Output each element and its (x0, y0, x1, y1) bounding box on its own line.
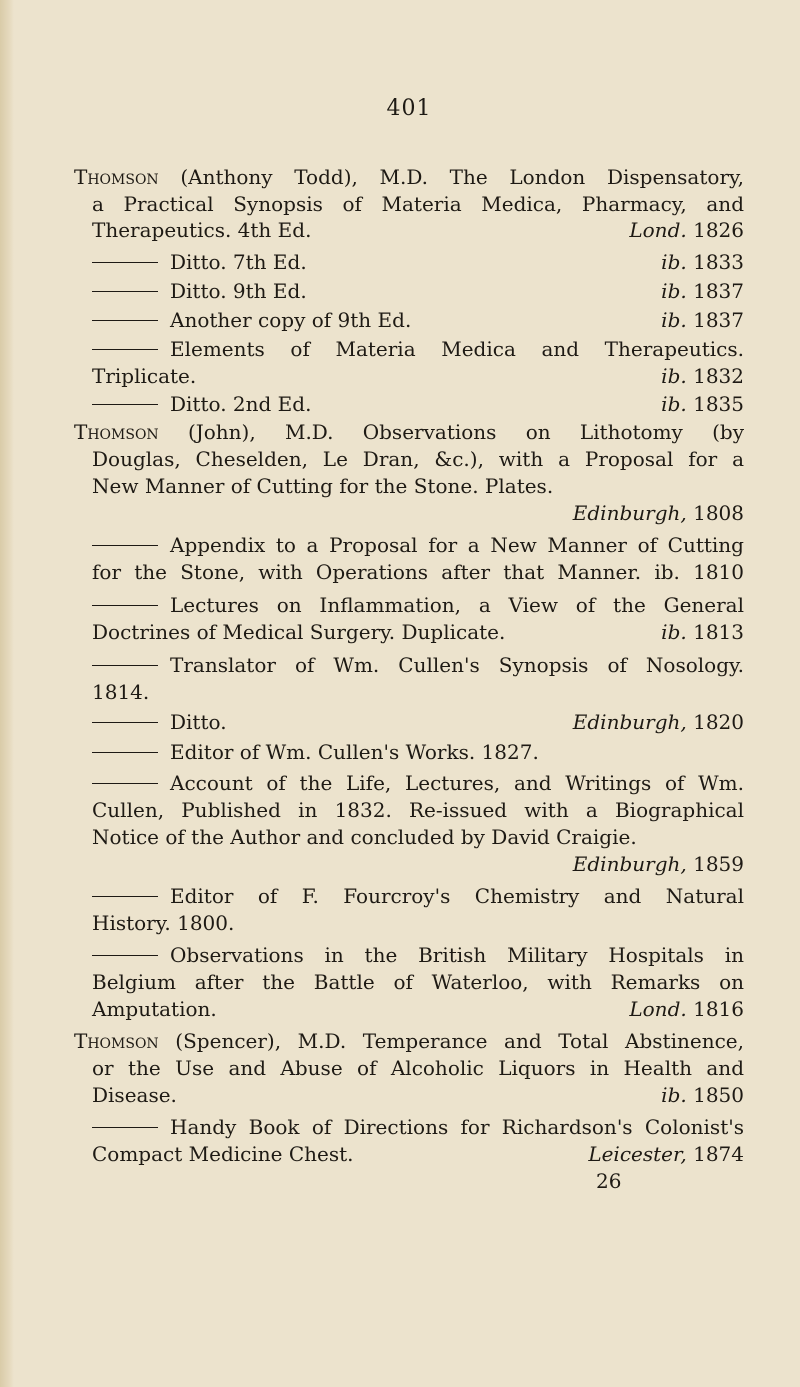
ditto-dash (92, 404, 158, 405)
imprint (629, 995, 744, 1023)
imprint (661, 390, 744, 418)
ditto-dash (92, 722, 158, 723)
entry-line (92, 995, 744, 1023)
imprint-year: 1833 (686, 250, 744, 274)
ditto-dash (92, 605, 158, 606)
entry-line (92, 1054, 744, 1082)
imprint-place: ib. (661, 364, 687, 388)
entry-text: Doctrines of Medical Surgery. Duplicate. (92, 620, 506, 644)
ditto-dash (92, 262, 158, 263)
author-surname: Thomson (74, 165, 159, 189)
entry-line (74, 738, 744, 766)
entry-text: Douglas, Cheselden, Le Dran, &c.), with a Proposal for a (92, 447, 744, 471)
imprint (661, 248, 744, 276)
entry-text: Notice of the Author and concluded by David Craigie. (92, 825, 637, 849)
entry-text: for the Stone, with Operations after that Manner. ib. 1810 (92, 560, 744, 584)
imprint (629, 216, 744, 244)
imprint (661, 1081, 744, 1109)
entry-text: 1814. (92, 680, 150, 704)
entry-text: Ditto. (170, 710, 227, 734)
entry-line (74, 591, 744, 619)
imprint (661, 362, 744, 390)
imprint-year: 1850 (686, 1083, 744, 1107)
entry-text: Another copy of 9th Ed. (170, 308, 412, 332)
imprint-year: 1837 (686, 308, 744, 332)
imprint-year: 1826 (686, 218, 744, 242)
ditto-dash (92, 320, 158, 321)
entry-text: Disease. (92, 1083, 177, 1107)
imprint-place: ib. (661, 620, 687, 644)
entry-text: Appendix to a Proposal for a New Manner of Cutting (170, 533, 744, 557)
imprint (573, 850, 744, 878)
imprint-place: ib. (661, 1083, 687, 1107)
ditto-dash (92, 349, 158, 350)
imprint-year: 1813 (686, 620, 744, 644)
entry-line (92, 190, 744, 218)
page-gutter-shadow (0, 0, 14, 1387)
imprint-year: 1835 (686, 392, 744, 416)
imprint-year: 1808 (686, 501, 744, 525)
entry-line (74, 1113, 744, 1141)
entry-line (74, 708, 744, 736)
imprint (573, 499, 744, 527)
entry-text: Triplicate. (92, 364, 197, 388)
ditto-dash (92, 545, 158, 546)
entry-text: Editor of Wm. Cullen's Works. 1827. (170, 740, 539, 764)
entry-line (74, 531, 744, 559)
imprint (661, 306, 744, 334)
entry-text: Ditto. 2nd Ed. (170, 392, 312, 416)
ditto-dash (92, 955, 158, 956)
imprint-place: Edinburgh, (572, 710, 687, 734)
page-number: 401 (386, 96, 432, 121)
entry-text: Amputation. (92, 997, 217, 1021)
entry-text: Belgium after the Battle of Waterloo, with Remarks on (92, 970, 744, 994)
entry-line (92, 445, 744, 473)
entry-text: Account of the Life, Lectures, and Writings of Wm. (170, 771, 744, 795)
imprint-year: 1832 (686, 364, 744, 388)
ditto-dash (92, 665, 158, 666)
imprint-place: ib. (661, 392, 687, 416)
entry-text: History. 1800. (92, 911, 235, 935)
imprint-place: ib. (661, 279, 687, 303)
author-surname: Thomson (74, 420, 159, 444)
entry-line (92, 216, 744, 244)
entry-line (92, 1081, 744, 1109)
entry-text: Editor of F. Fourcroy's Chemistry and Natural (170, 884, 744, 908)
entry-text: New Manner of Cutting for the Stone. Plates. (92, 474, 554, 498)
ditto-dash (92, 783, 158, 784)
entry-text: a Practical Synopsis of Materia Medica, Pharmacy, and (92, 192, 744, 216)
imprint-place: Edinburgh, (572, 852, 687, 876)
entry-text: Lectures on Inflammation, a View of the General (170, 593, 744, 617)
entry-line (74, 1027, 744, 1055)
entry-line (92, 823, 744, 851)
entry-line (74, 277, 744, 305)
entry-line (92, 1140, 744, 1168)
imprint-place: Edinburgh, (572, 501, 687, 525)
entry-text: Compact Medicine Chest. (92, 1142, 354, 1166)
entry-line (74, 390, 744, 418)
imprint (661, 277, 744, 305)
entry-line (74, 882, 744, 910)
entry-line (92, 618, 744, 646)
entry-line (74, 769, 744, 797)
author-surname: Thomson (74, 1029, 159, 1053)
entry-text: (John), M.D. Observations on Lithotomy (by (158, 420, 744, 444)
entry-text: Cullen, Published in 1832. Re-issued with a Biographical (92, 798, 744, 822)
entry-line (74, 941, 744, 969)
entry-line (92, 678, 744, 706)
entry-text: (Spencer), M.D. Temperance and Total Abstinence, (158, 1029, 744, 1053)
ditto-dash (92, 1127, 158, 1128)
entry-text: Elements of Materia Medica and Therapeutics. (170, 337, 744, 361)
entry-line (74, 335, 744, 363)
entry-text: (Anthony Todd), M.D. The London Dispensatory, (158, 165, 744, 189)
entry-text: Ditto. 7th Ed. (170, 250, 307, 274)
entry-line (92, 499, 744, 527)
imprint-year: 1820 (686, 710, 744, 734)
entry-text: Handy Book of Directions for Richardson's Colonist's (170, 1115, 744, 1139)
entry-line (92, 796, 744, 824)
entry-line (92, 909, 744, 937)
entry-line (74, 163, 744, 191)
imprint-place: ib. (661, 250, 687, 274)
entry-line (74, 651, 744, 679)
imprint (573, 708, 744, 736)
imprint (588, 1140, 744, 1168)
entry-line (92, 362, 744, 390)
imprint-year: 1874 (686, 1142, 744, 1166)
signature-mark: 26 (596, 1169, 622, 1193)
ditto-dash (92, 752, 158, 753)
entry-line (74, 248, 744, 276)
imprint (661, 618, 744, 646)
entry-line (74, 418, 744, 446)
entry-line (92, 850, 744, 878)
entry-text: Therapeutics. 4th Ed. (92, 218, 312, 242)
ditto-dash (92, 896, 158, 897)
imprint-year: 1816 (686, 997, 744, 1021)
entry-text: Translator of Wm. Cullen's Synopsis of Nosology. (170, 653, 744, 677)
ditto-dash (92, 291, 158, 292)
entry-text: Observations in the British Military Hospitals in (170, 943, 744, 967)
entry-line (74, 306, 744, 334)
imprint-place: ib. (661, 308, 687, 332)
entry-line (92, 472, 744, 500)
imprint-place: Lond. (629, 997, 687, 1021)
entry-text: or the Use and Abuse of Alcoholic Liquors in Health and (92, 1056, 744, 1080)
imprint-place: Leicester, (588, 1142, 687, 1166)
entry-line (92, 558, 744, 586)
entry-text: Ditto. 9th Ed. (170, 279, 307, 303)
imprint-place: Lond. (629, 218, 687, 242)
imprint-year: 1837 (686, 279, 744, 303)
entry-line (92, 968, 744, 996)
imprint-year: 1859 (686, 852, 744, 876)
